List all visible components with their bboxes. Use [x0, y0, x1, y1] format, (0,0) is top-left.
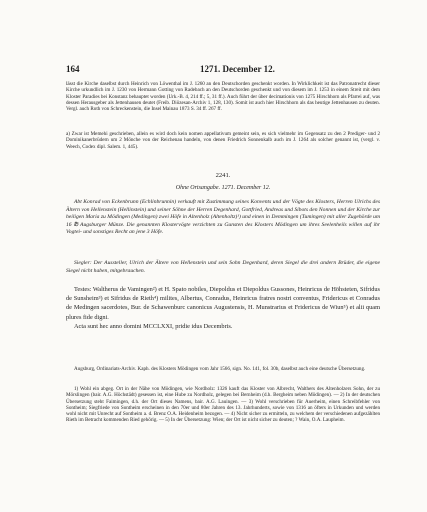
document-body — [66, 285, 380, 331]
page-number: 164 — [66, 64, 80, 74]
source-note: Augsburg, Ordinariats-Archiv. Kaph. des Klosters Mödingen vom Jahr 1566, sign. No. 141, fol. 30b, daselbst auch eine deutsche Übersetzung. — [74, 366, 366, 372]
document-place-date: Ohne Ortsangabe. 1271. December 12. — [175, 185, 271, 191]
header-date: 1271. December 12. — [200, 64, 275, 74]
footnotes: 1) Wohl ein abgeg. Ort in der Nähe von Mödingen, wie Nordholz: 1326 kauft das Kloster von Albrecht, Walthers des Altenholzers Sohn, der zu Mörslingen (bair. A.G. Höchstädt) gesessen ist, eine Hube zu Nordholz, gelegen bei Bernheim (d.h. Bergheim neben Mödingen). — 2) In der deutschen Übersetzung steht Faimingen, d.h. der Ort dieses Namens, bair. A.G. Lauingen. — 3) Wohl verschrieben für Auerheim, einen Schreibfehler von Sontheim; Siegfriede von Sontheim erscheinen in den 70er und 80er Jahren des 13. Jahrhunderts, sowie von 1316 an öfters in Urkunden und werden wohl nicht mit Unrecht auf Sontheim a. d. Brenz O.A. Heidenheim bezogen. — 4) Nicht sicher zu ermitteln, zu welchem der verschiedenen aufgezählten Rieth im Betracht kommenden Ried gehörig. — 5) In der Übersetzung: Wien; der Ort ist nicht sicher zu deuten; ? Wain, O.A. Laupheim. — [66, 386, 380, 424]
acta-line: Acta sunt hec anno domini MCCLXXI, pridie idus Decembris. — [74, 322, 233, 330]
previous-document-note: lässt die Kirche daselbst durch Heinrich von Löwenthal im J. 1260 an den Deutschorden geschenkt worden. In Wirklichkeit ist das Patronatrecht dieser Kirche urkundlich im J. 1230 von Hermann Gotting von Radebach an den Deutschorden geschenkt und von diesem im J. 1253 in einem Streit mit dem Kloster Paradies bei Konstanz behauptet worden (Urk.-B. 4, 214 ff.; 5, 31 ff.). Auch führt der über decimationis von 1275 Hirschhorn als Pfarrei auf, was dessen Herausgeber als Jettenhausen deutet (Freib. Diözesan-Archiv 1, 128, 130). Somit ist auch hier Hirschhorn als das heutige Jettenhausen zu deuten. Vergl. auch Roth von Schreckenstein, die Insel Mainau 1873 S. 34 ff. 267 ff. — [66, 81, 380, 113]
page-header — [66, 64, 378, 76]
witness-list: Testes: Waltherus de Vamingen²) et H. Spato nobiles, Diepoldus et Diepoldus Gussones, Heinricus de Höhsteten, Sifridus de Sunsheim³) et Sifridus de Rieth⁴) milites, Albertus, Conradus, Heinricus fratres nostri conventus, Fridericus et Conradus de Medingen sacerdotes, Bur. de Schawenburc canonicus Augustensis, H. Munstrarius et Fridericus de Wiun⁵) et alii quam plures fide digni. — [66, 286, 380, 321]
previous-document-footnote: a) Zwar ist Memehi geschrieben, allein es wird doch kein nomen appellativum gemeint sein, es sich vielmehr im Gegensatz zu den 2 Prediger- und 2 Dominikanerbrüdern um 2 Mönche von der Reichenau handeln, von denen Friedrich Sonnenkalb auch im J. 1264 als solcher genannt ist, (vergl. v. Weech, Codex dipl. Salem. 1, 445). — [66, 131, 380, 150]
document-regest: Abt Konrad von Eckenbrunn (Echlinbrunnin) verkauft mit Zustimmung seines Konvents und der Vögte des Klosters, Herren Ulrichs des Ältern von Hellenstein (Hellinstein) und seiner Söhne der Herren Degenhard, Gottfried, Andreas und Sibots den Nonnen und der Kirche zur heiligen Maria zu Mödingen (Medingen) zwei Höfe in Altenholz (Altenholtz)¹) und einen in Demmingen (Tumingen) mit aller Zugehörde um 16 ℔ Augsburger Münze. Die genannten Klostervögte verzichten zu Gunsten des Klosters Mödingen um ihres Seelenheils willen auf ihr Vogtei- und sonstiges Recht an jene 3 Höfe. — [66, 199, 380, 236]
document-number: 2241. — [215, 172, 231, 179]
document-sealers: Siegler: Der Aussteller, Ulrich der Ältere von Hellenstein und sein Sohn Degenhard, deren Siegel die drei andern Brüder, die eigene Siegel nicht haben, mitgebrauchen. — [66, 260, 380, 274]
